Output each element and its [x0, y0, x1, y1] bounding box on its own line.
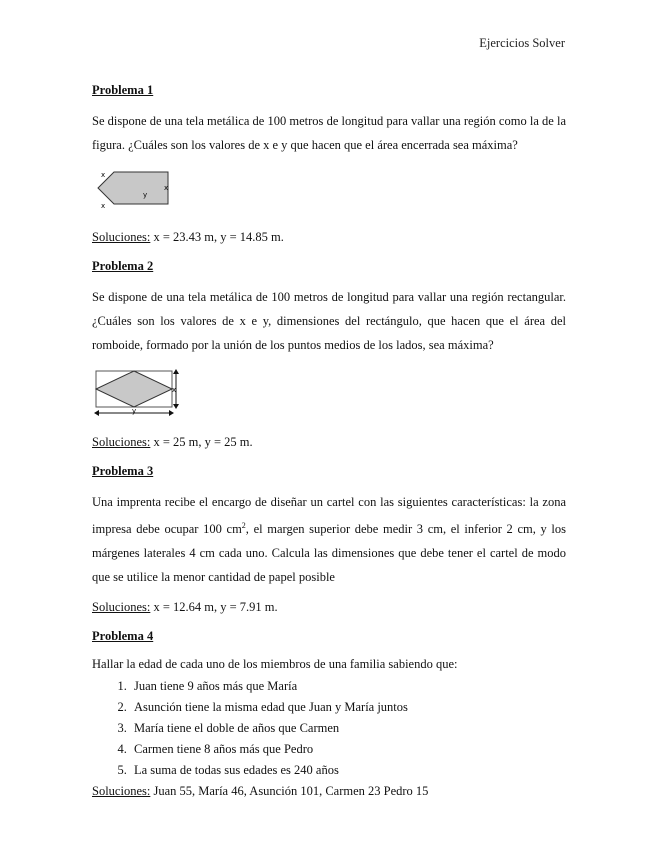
document-content — [92, 82, 566, 799]
problem-4-list — [92, 676, 566, 781]
problem-3-solution-label: Soluciones: — [92, 600, 151, 615]
problem-2-x-arrow-bottom — [173, 404, 179, 409]
problem-2-solution-text: x = 25 m, y = 25 m. — [150, 435, 253, 449]
problem-1-solution-label: Soluciones: — [92, 230, 151, 244]
problem-3-text-after: , el margen superior debe medir 3 cm, el inferior 2 cm, y los márgenes laterales 4 cm cada uno. Calcula las dimensiones que debe tener el cartel de modo que se utilice la menor cantidad de papel posible — [92, 522, 566, 585]
list-item: 1. Juan tiene 9 años más que María — [130, 676, 566, 697]
problem-4-solution-text: Juan 55, María 46, Asunción 101, Carmen 23 Pedro 15 — [150, 784, 429, 799]
problem-2-title: Problema 2 — [92, 259, 154, 273]
list-item: 3. María tiene el doble de años que Carmen — [130, 718, 566, 739]
problem-3-text-before: Una imprenta recibe el encargo de diseñar un cartel con las siguientes características: la zona impresa debe ocupar 100 cm — [92, 495, 566, 537]
problem-1-solution — [92, 229, 566, 245]
problem-4-solution — [92, 783, 566, 799]
problem-2-label-y: y — [132, 407, 137, 415]
problem-3-text-superscript: 2 — [241, 521, 246, 530]
problem-2-solution-label: Soluciones: — [92, 435, 151, 449]
problem-3-solution-text: x = 12.64 m, y = 7.91 m. — [150, 600, 278, 615]
problem-1-text: Se dispone de una tela metálica de 100 metros de longitud para vallar una región como la de la figura. ¿Cuáles son los valores de x e y que hacen que el área encerrada sea máxima? — [92, 114, 566, 152]
problem-1-label-x-side: x — [164, 184, 169, 192]
problem-2-figure — [92, 367, 182, 419]
problem-1-shape — [98, 172, 168, 204]
problem-2-rhombus — [96, 371, 172, 407]
problem-1-label-y: y — [143, 191, 148, 199]
problem-4-text: Hallar la edad de cada uno de los miembros de una familia sabiendo que: — [92, 657, 458, 672]
problem-3-title: Problema 3 — [92, 464, 154, 478]
problem-1-label-x-top: x — [101, 171, 106, 179]
list-item: 4. Carmen tiene 8 años más que Pedro — [130, 739, 566, 760]
problem-2-x-arrow-top — [173, 369, 179, 374]
problem-1-label-x-bottom: x — [101, 202, 106, 208]
problem-2-label-x: x — [172, 386, 177, 394]
problem-4-solution-label: Soluciones: — [92, 784, 151, 799]
problem-1-figure — [92, 168, 174, 208]
problem-2-y-arrow-left — [94, 410, 99, 416]
problem-1-solution-text: x = 23.43 m, y = 14.85 m. — [150, 230, 284, 244]
list-item: 2. Asunción tiene la misma edad que Juan y María juntos — [130, 697, 566, 718]
problem-2-y-arrow-right — [169, 410, 174, 416]
problem-3-solution — [92, 599, 566, 615]
problem-2-solution — [92, 434, 566, 450]
page-header: Ejercicios Solver — [479, 36, 565, 50]
list-item: 5. La suma de todas sus edades es 240 años — [130, 760, 566, 781]
problem-3-text — [92, 490, 566, 589]
problem-4-title: Problema 4 — [92, 629, 154, 644]
problem-1-title: Problema 1 — [92, 83, 154, 97]
problem-2-text: Se dispone de una tela metálica de 100 metros de longitud para vallar una región rectangular. ¿Cuáles son los valores de x e y, dimensiones del rectángulo, que hacen que el área del romboide, formado por la unión de los puntos medios de los lados, sea máxima? — [92, 290, 566, 352]
